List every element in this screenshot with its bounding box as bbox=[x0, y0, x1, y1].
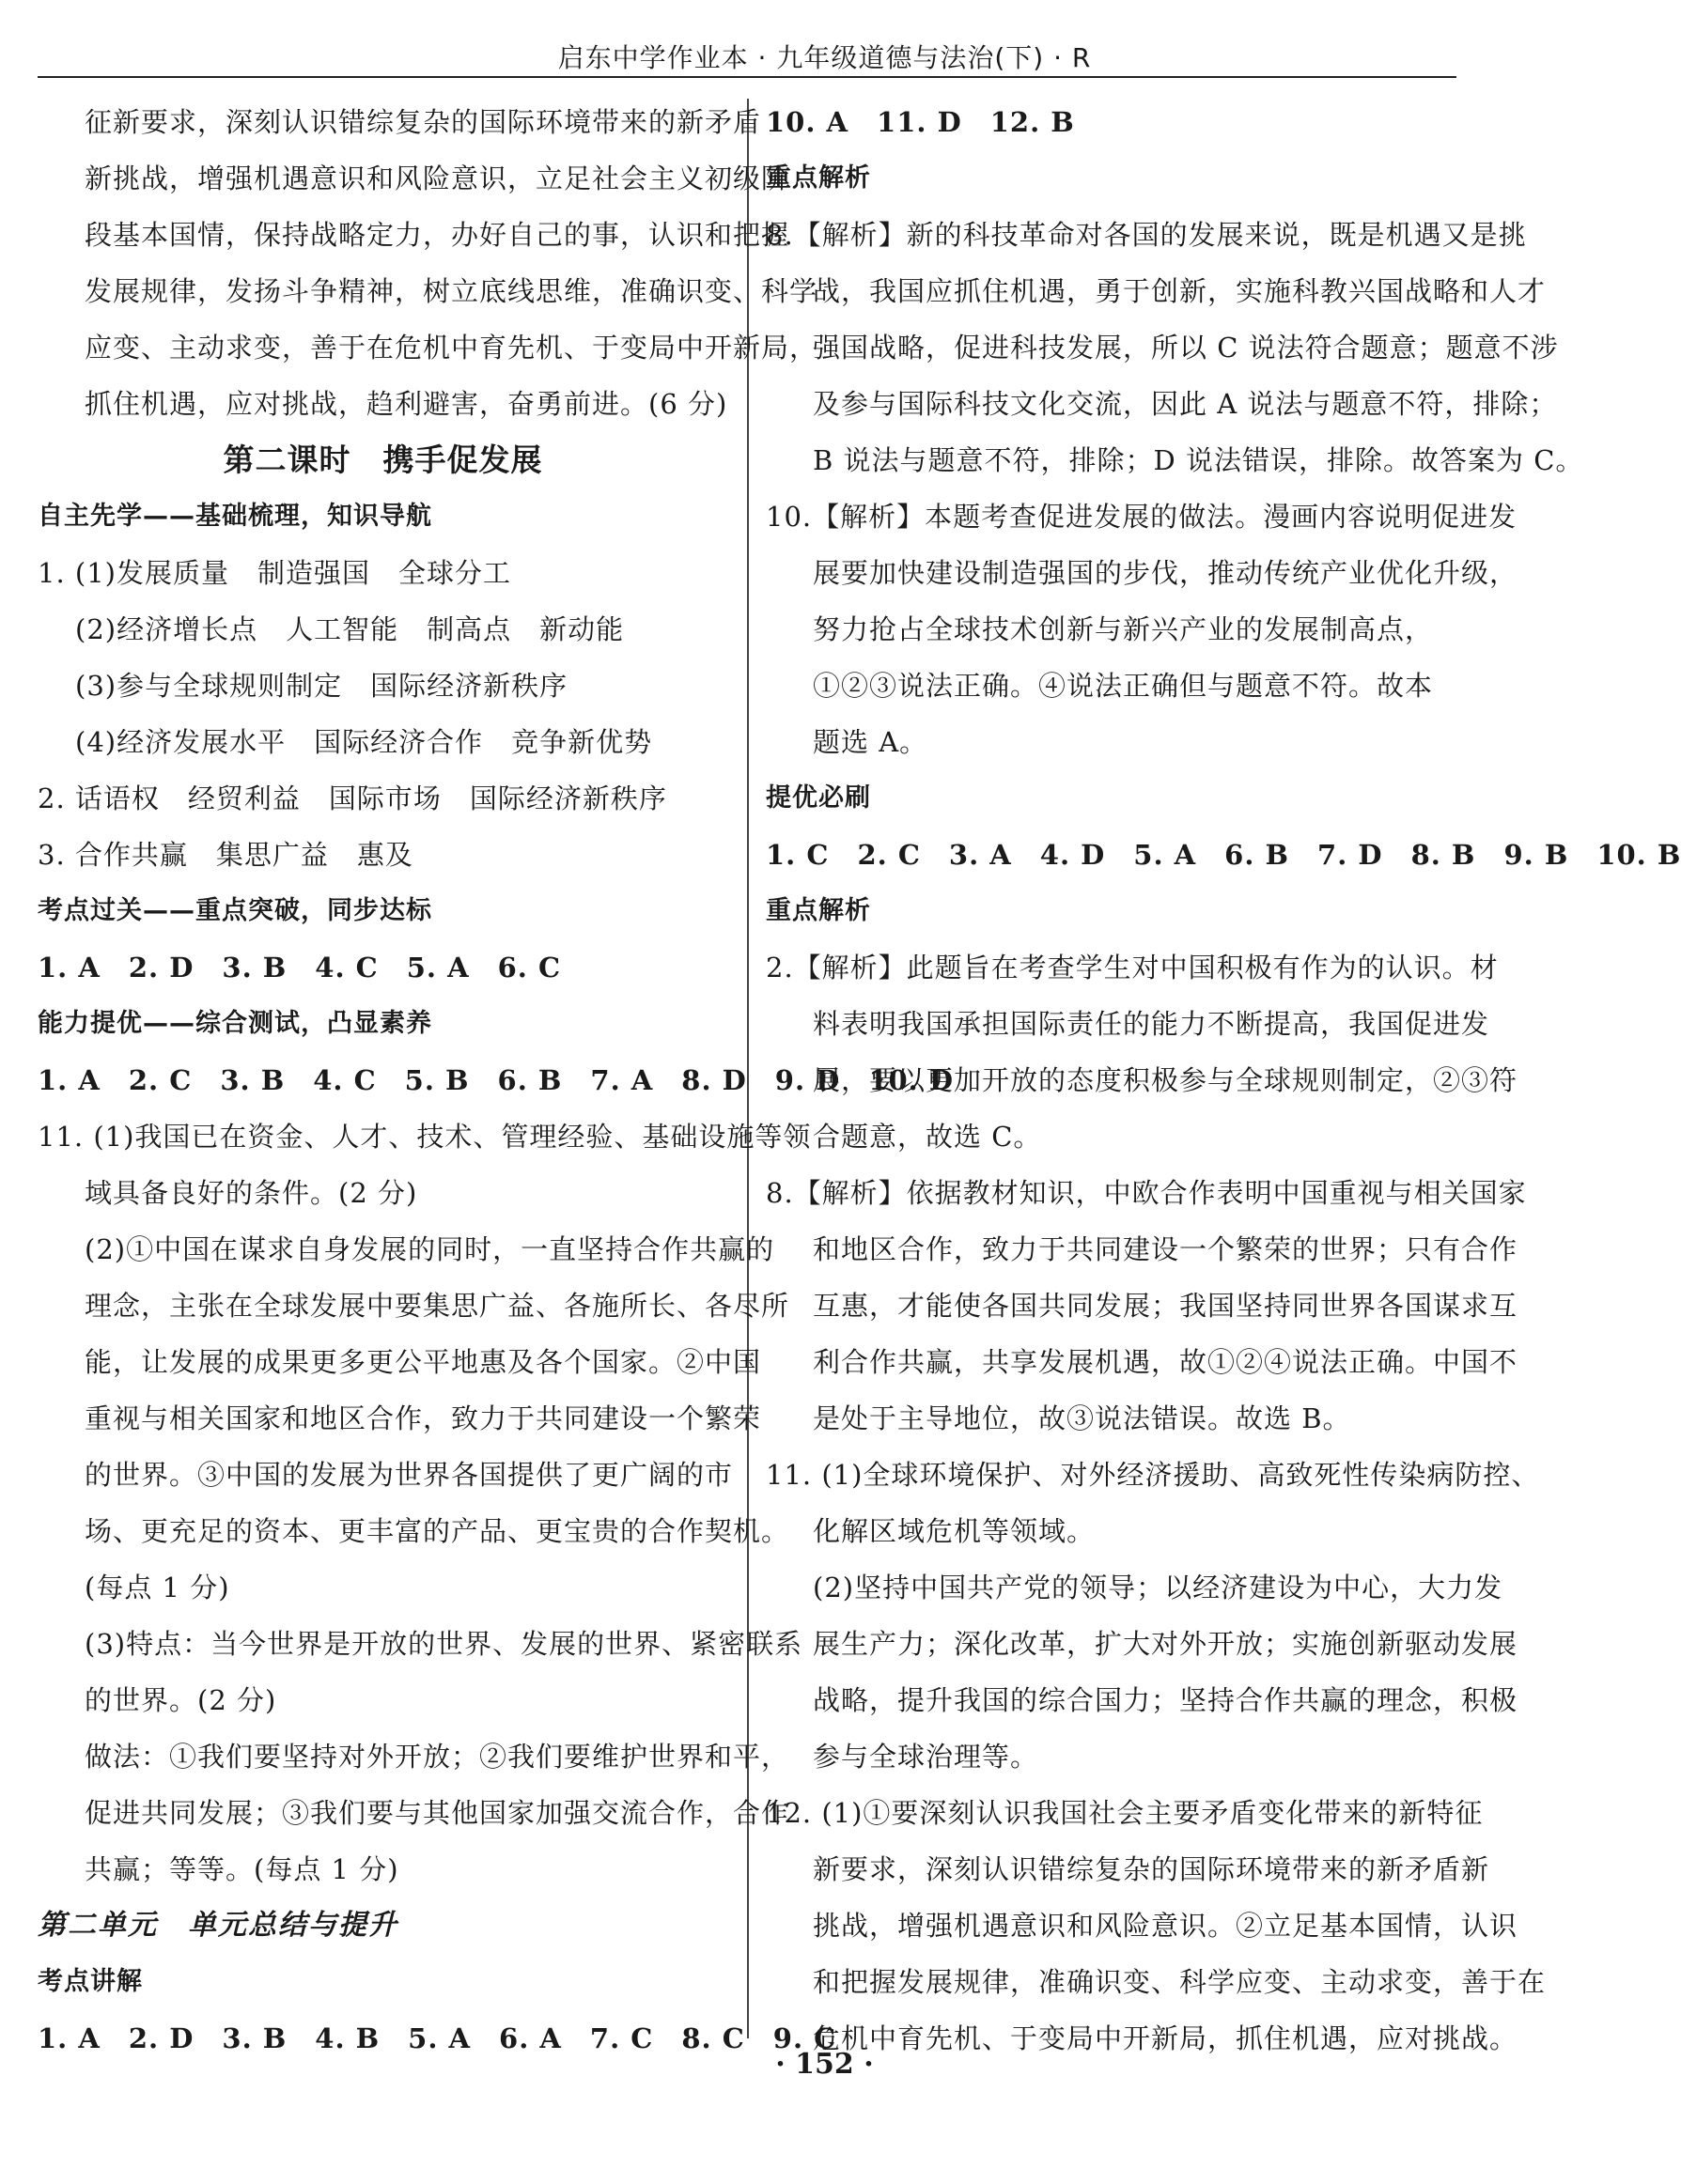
text-line: 征新要求，深刻认识错综复杂的国际环境带来的新矛盾 bbox=[85, 106, 762, 138]
section-heading: 考点讲解 bbox=[38, 1967, 143, 1996]
answer-line: (2)①中国在谋求自身发展的同时，一直坚持合作共赢的 bbox=[85, 1233, 775, 1265]
answer-line: (3)参与全球规则制定 国际经济新秩序 bbox=[75, 670, 568, 702]
answer-line: 化解区域危机等领域。 bbox=[813, 1515, 1096, 1547]
page-number: · 152 · bbox=[775, 2048, 874, 2081]
answer-key-line: 1. C 2. C 3. A 4. D 5. A 6. B 7. D 8. B 9. B 10. B bbox=[766, 839, 1681, 871]
answer-line: (3)特点：当今世界是开放的世界、发展的世界、紧密联系 bbox=[85, 1628, 803, 1660]
explanation-line: 2.【解析】此题旨在考查学生对中国积极有作为的认识。材 bbox=[766, 952, 1499, 984]
answer-line: 做法：①我们要坚持对外开放；②我们要维护世界和平， bbox=[85, 1741, 790, 1773]
text-line: 抓住机遇，应对挑战，趋利避害，奋勇前进。(6 分) bbox=[85, 388, 728, 420]
section-heading: 提优必刷 bbox=[766, 783, 871, 813]
explanation-line: 合题意，故选 C。 bbox=[813, 1121, 1042, 1153]
answer-line: 促进共同发展；③我们要与其他国家加强交流合作，合作 bbox=[85, 1797, 790, 1829]
answer-line: 重视与相关国家和地区合作，致力于共同建设一个繁荣 bbox=[85, 1402, 762, 1434]
explanation-line: 展，要以更加开放的态度积极参与全球规则制定，②③符 bbox=[813, 1064, 1518, 1096]
explanation-line: 10.【解析】本题考查促进发展的做法。漫画内容说明促进发 bbox=[766, 501, 1518, 533]
answer-line: (每点 1 分) bbox=[85, 1572, 230, 1603]
unit-title: 第二单元 单元总结与提升 bbox=[38, 1909, 398, 1942]
answer-key-line: 10. A 11. D 12. B bbox=[766, 106, 1075, 138]
text-line: 段基本国情，保持战略定力，办好自己的事，认识和把握 bbox=[85, 219, 790, 251]
text-line: 发展规律，发扬斗争精神，树立底线思维，准确识变、科学 bbox=[85, 275, 818, 307]
explanation-line: 8.【解析】新的科技革命对各国的发展来说，既是机遇又是挑 bbox=[766, 219, 1527, 251]
right-column bbox=[766, 94, 1681, 2067]
section-heading: 重点解析 bbox=[766, 163, 871, 193]
lesson-title: 第二课时 携手促发展 bbox=[223, 441, 543, 478]
explanation-line: 互惠，才能使各国共同发展；我国坚持同世界各国谋求互 bbox=[813, 1290, 1518, 1322]
explanation-line: 及参与国际科技文化交流，因此 A 说法与题意不符，排除； bbox=[813, 388, 1558, 420]
answer-line: 参与全球治理等。 bbox=[813, 1741, 1039, 1773]
text-line: 应变、主动求变，善于在危机中育先机、于变局中开新局， bbox=[85, 332, 818, 364]
answer-line: 11. (1)我国已在资金、人才、技术、管理经验、基础设施等领 bbox=[38, 1121, 812, 1153]
answer-key-line: 1. A 2. C 3. B 4. C 5. B 6. B 7. A 8. D 9. D 10. D bbox=[38, 1064, 955, 1096]
answer-line: 11. (1)全球环境保护、对外经济援助、高致死性传染病防控、 bbox=[766, 1459, 1540, 1491]
answer-line: 和把握发展规律，准确识变、科学应变、主动求变，善于在 bbox=[813, 1966, 1547, 1998]
explanation-line: 题选 A。 bbox=[813, 726, 928, 758]
running-header: 启东中学作业本 · 九年级道德与法治(下) · R bbox=[557, 42, 1092, 73]
explanation-line: 努力抢占全球技术创新与新兴产业的发展制高点， bbox=[813, 613, 1434, 645]
answer-line: 12. (1)①要深刻认识我国社会主要矛盾变化带来的新特征 bbox=[766, 1797, 1484, 1829]
section-heading: 重点解析 bbox=[766, 896, 871, 925]
answer-line: 战略，提升我国的综合国力；坚持合作共赢的理念，积极 bbox=[813, 1684, 1518, 1716]
answer-line: 共赢；等等。(每点 1 分) bbox=[85, 1853, 399, 1885]
explanation-line: 展要加快建设制造强国的步伐，推动传统产业优化升级， bbox=[813, 557, 1518, 589]
explanation-line: 8.【解析】依据教材知识，中欧合作表明中国重视与相关国家 bbox=[766, 1177, 1527, 1209]
answer-line: 3. 合作共赢 集思广益 惠及 bbox=[38, 839, 413, 871]
explanation-line: 利合作共赢，共享发展机遇，故①②④说法正确。中国不 bbox=[813, 1346, 1518, 1378]
answer-line: (4)经济发展水平 国际经济合作 竞争新优势 bbox=[75, 726, 653, 758]
explanation-line: 和地区合作，致力于共同建设一个繁荣的世界；只有合作 bbox=[813, 1233, 1518, 1265]
explanation-line: 强国战略，促进科技发展，所以 C 说法符合题意；题意不涉 bbox=[813, 332, 1559, 364]
answer-line: 场、更充足的资本、更丰富的产品、更宝贵的合作契机。 bbox=[85, 1515, 790, 1547]
section-heading: 能力提优——综合测试，凸显素养 bbox=[38, 1009, 432, 1038]
explanation-line: 战，我国应抓住机遇，勇于创新，实施科教兴国战略和人才 bbox=[813, 275, 1547, 307]
answer-line: (2)坚持中国共产党的领导；以经济建设为中心，大力发 bbox=[813, 1572, 1503, 1603]
explanation-line: 是处于主导地位，故③说法错误。故选 B。 bbox=[813, 1402, 1351, 1434]
answer-line: 的世界。(2 分) bbox=[85, 1684, 277, 1716]
answer-line: (2)经济增长点 人工智能 制高点 新动能 bbox=[75, 613, 625, 645]
explanation-line: B 说法与题意不符，排除；D 说法错误，排除。故答案为 C。 bbox=[813, 444, 1584, 476]
section-heading: 自主先学——基础梳理，知识导航 bbox=[38, 502, 432, 531]
answer-line: 危机中育先机、于变局中开新局，抓住机遇，应对挑战。 bbox=[813, 2022, 1518, 2054]
text-line: 新挑战，增强机遇意识和风险意识，立足社会主义初级阶 bbox=[85, 163, 790, 194]
answer-line: 2. 话语权 经贸利益 国际市场 国际经济新秩序 bbox=[38, 782, 667, 814]
answer-line: 理念，主张在全球发展中要集思广益、各施所长、各尽所 bbox=[85, 1290, 790, 1322]
section-heading: 考点过关——重点突破，同步达标 bbox=[38, 896, 432, 925]
answer-key-line: 1. A 2. D 3. B 4. B 5. A 6. A 7. C 8. C 9. C bbox=[38, 2022, 837, 2054]
explanation-line: 料表明我国承担国际责任的能力不断提高，我国促进发 bbox=[813, 1008, 1490, 1040]
answer-line: 挑战，增强机遇意识和风险意识。②立足基本国情，认识 bbox=[813, 1910, 1518, 1942]
answer-line: 展生产力；深化改革，扩大对外开放；实施创新驱动发展 bbox=[813, 1628, 1518, 1660]
answer-line: 域具备良好的条件。(2 分) bbox=[85, 1177, 418, 1209]
answer-key-line: 1. A 2. D 3. B 4. C 5. A 6. C bbox=[38, 952, 562, 984]
answer-line: 的世界。③中国的发展为世界各国提供了更广阔的市 bbox=[85, 1459, 734, 1491]
answer-line: 1. (1)发展质量 制造强国 全球分工 bbox=[38, 557, 511, 589]
answer-line: 能，让发展的成果更多更公平地惠及各个国家。②中国 bbox=[85, 1346, 762, 1378]
answer-line: 新要求，深刻认识错综复杂的国际环境带来的新矛盾新 bbox=[813, 1853, 1490, 1885]
header-rule bbox=[38, 76, 1456, 78]
explanation-line: ①②③说法正确。④说法正确但与题意不符。故本 bbox=[813, 670, 1434, 702]
